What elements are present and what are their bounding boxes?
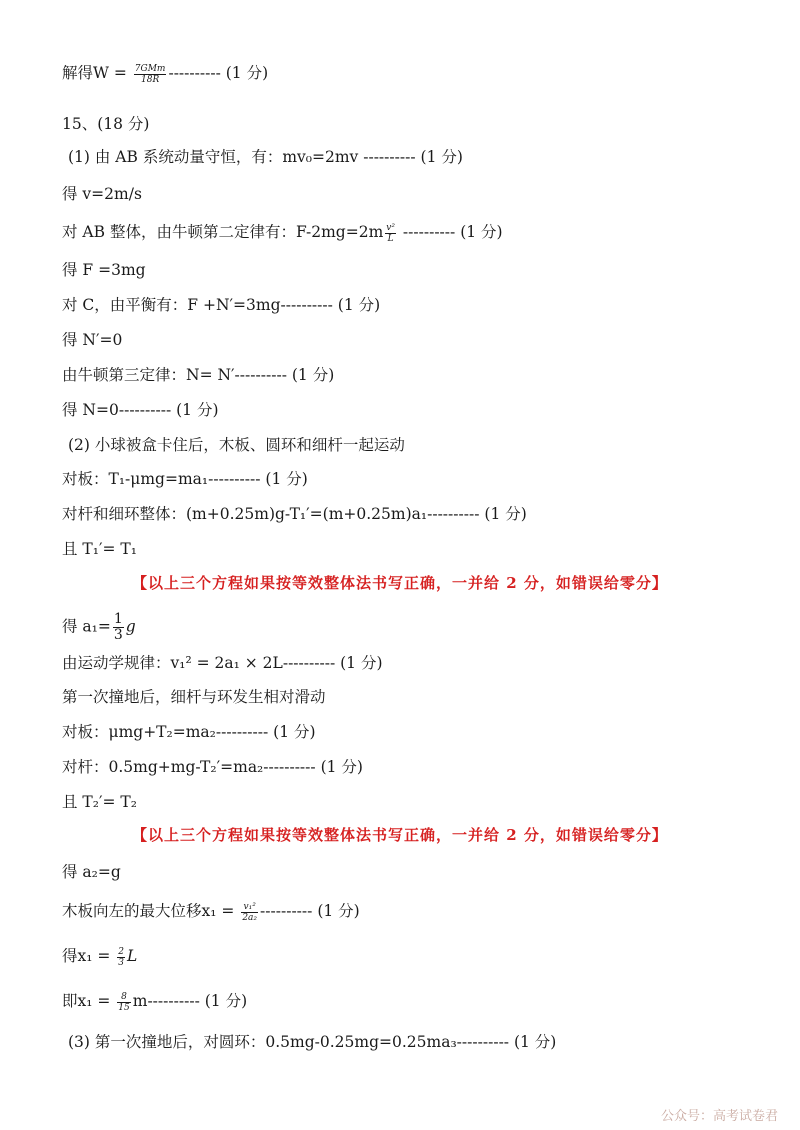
line-n-zero: 得 N=0---------- (1 分) [62,401,219,419]
line-max-displacement [62,900,760,923]
numerator: 2 [118,946,125,957]
line-newton-third: 由牛顿第三定律：N= N′---------- (1 分) [62,366,335,384]
line-tension-equal-2: 且 T₂′= T₂ [62,793,137,811]
line-force: 得 F =3mg [62,261,146,279]
line-part3-ring: (3) 第一次撞地后，对圆环：0.5mg-0.25mg=0.25ma₃---------- (1 分) [68,1033,557,1051]
text: 即x₁ = [62,992,116,1010]
fraction [241,902,258,923]
text: 对 AB 整体，由牛顿第二定律有：F-2mg=2m [62,223,384,241]
text: m---------- (1 分) [132,992,248,1010]
line-work-result [62,62,760,85]
fraction [117,947,125,968]
line-a2: 得 a₂=g [62,863,121,881]
text: 解得W = [62,64,132,82]
denominator: 18R [141,74,160,85]
fraction [385,223,396,244]
fraction [134,64,167,85]
text: L [127,947,138,965]
line-kinematics: 由运动学规律：v₁² = 2a₁ × 2L---------- (1 分) [62,654,383,672]
text: 得x₁ = [62,947,116,965]
line-velocity: 得 v=2m/s [62,185,142,203]
text: 木板向左的最大位移x₁ = [62,902,240,920]
line-rod-eq: 对杆：0.5mg+mg-T₂′=ma₂---------- (1 分) [62,758,363,776]
numerator: 1 [113,611,123,627]
watermark: 公众号：高考试卷君 [660,1109,778,1124]
question-15-heading: 15、(18 分) [62,115,150,133]
line-part2-intro: (2) 小球被盒卡住后，木板、圆环和细杆一起运动 [68,436,405,454]
line-tension-equal-1: 且 T₁′= T₁ [62,540,137,558]
line-first-impact: 第一次撞地后，细杆与环发生相对滑动 [62,688,326,706]
denominator: 2a₂ [242,912,258,923]
text: g [125,617,136,636]
text: ---------- (1 分) [397,223,503,241]
line-x1-fraction-l [62,945,760,968]
line-board-eq1: 对板：T₁-μmg=ma₁---------- (1 分) [62,470,308,488]
line-newton-second [62,221,760,244]
fraction [113,612,124,643]
scoring-note-2: 【以上三个方程如果按等效整体法书写正确，一并给 2 分，如错误给零分】 [132,826,668,844]
line-rod-ring-eq: 对杆和细环整体：(m+0.25m)g-T₁′=(m+0.25m)a₁---------- (1 分) [62,505,527,523]
text: ---------- (1 分) [168,64,269,82]
line-board-eq2: 对板：μmg+T₂=ma₂---------- (1 分) [62,723,316,741]
denominator: 3 [113,627,123,643]
denominator: 3 [118,957,125,968]
numerator: 8 [117,992,130,1003]
line-momentum: (1) 由 AB 系统动量守恒，有：mv₀=2mv ---------- (1 分) [68,148,463,166]
denominator: 15 [118,1002,130,1013]
text: ---------- (1 分) [260,902,360,920]
numerator: v₁² [241,902,258,913]
fraction [117,992,130,1013]
scoring-note-1: 【以上三个方程如果按等效整体法书写正确，一并给 2 分，如错误给零分】 [132,574,668,592]
line-balance: 对 C，由平衡有：F +N′=3mg---------- (1 分) [62,296,381,314]
line-x1-meters [62,990,760,1013]
line-normal-force: 得 N′=0 [62,331,123,349]
denominator: L [387,233,394,244]
numerator: 7GMm [134,63,166,74]
line-a1 [62,612,760,643]
text: 得 a₁= [62,617,111,636]
numerator: v² [386,222,395,233]
